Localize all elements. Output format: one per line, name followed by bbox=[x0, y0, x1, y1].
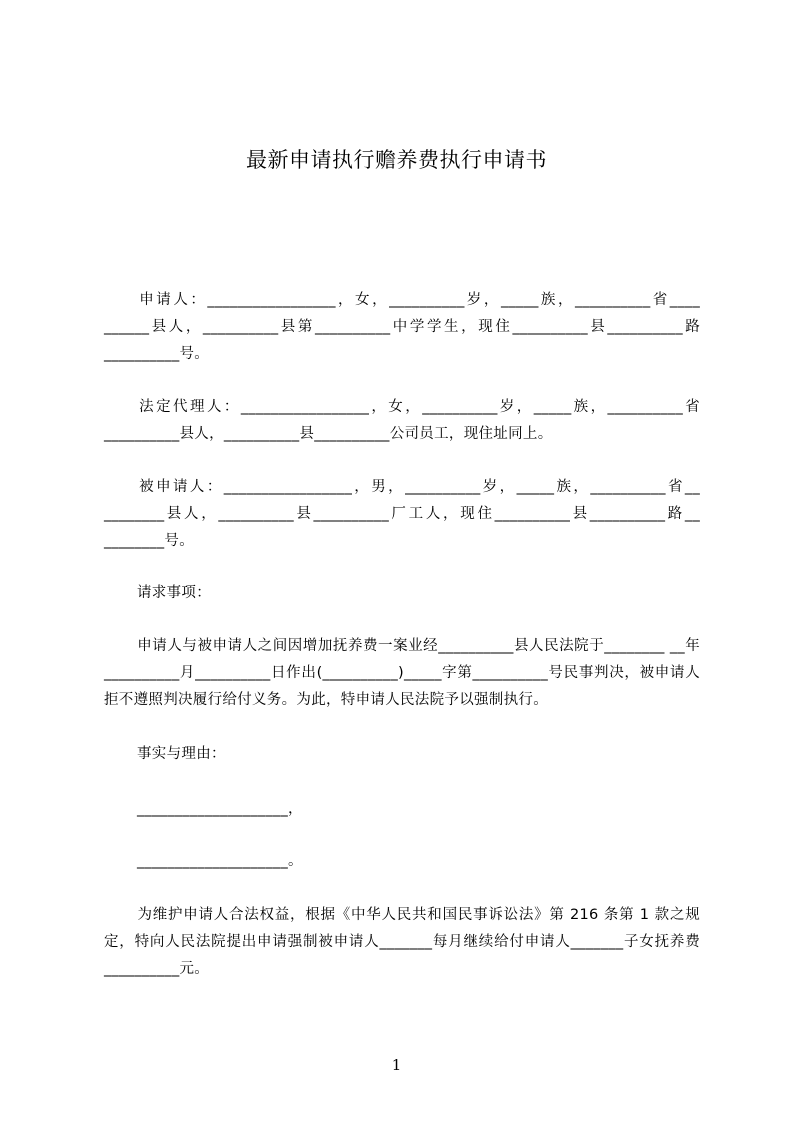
page-number: 1 bbox=[391, 1056, 402, 1074]
request-paragraph bbox=[104, 633, 700, 714]
request-text: 申请人与被申请人之间因增加抚养费一案业经__________县人民法院于________ __年__________月__________日作出(__________)_____字第__________号民事判决，被申请人拒不遵照判决履行给付义务。为此，特申请人民法院予以强制执行。 bbox=[104, 638, 700, 708]
facts-line-1: ____________________， bbox=[137, 801, 303, 817]
respondent-paragraph bbox=[104, 474, 700, 555]
closing-paragraph bbox=[104, 902, 700, 983]
applicant-text: 申请人：_________________，女，__________岁，_____族，__________省____ ______县人，__________县第__________中学学生，现住__________县__________路__________号。 bbox=[104, 292, 700, 362]
page-title: 最新申请执行赡养费执行申请书 bbox=[246, 148, 547, 172]
closing-text: 为维护申请人合法权益，根据《中华人民共和国民事诉讼法》第 216 条第 1 款之规定，特向人民法院提出申请强制被申请人_______每月继续给付申请人_______子女抚养费__________元。 bbox=[104, 907, 700, 977]
legal-agent-text: 法定代理人：_________________，女，__________岁，_____族，__________省__________县人，__________县__________公司员工，现住址同上。 bbox=[104, 399, 700, 442]
legal-agent-paragraph bbox=[104, 394, 700, 448]
request-heading: 请求事项： bbox=[137, 585, 211, 601]
applicant-paragraph bbox=[104, 287, 700, 368]
respondent-text: 被申请人：_________________，男，__________岁，_____族，__________省__ ________县人，__________县__________厂工人，现住__________县__________路__ ________号。 bbox=[104, 479, 700, 549]
facts-line-2: ____________________。 bbox=[137, 853, 303, 869]
facts-heading: 事实与理由： bbox=[137, 746, 226, 762]
